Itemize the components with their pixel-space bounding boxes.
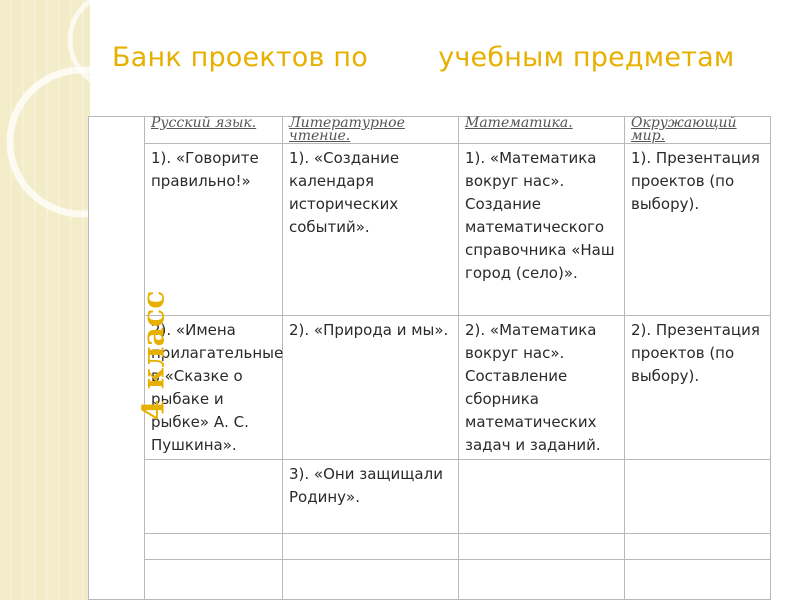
table-cell [459, 460, 625, 534]
panel-stripes [0, 0, 90, 600]
table-cell [145, 460, 283, 534]
table-cell [145, 534, 283, 560]
table-cell: 2). «Природа и мы». [283, 316, 459, 460]
table-cell [625, 460, 771, 534]
table-cell: 3). «Они защищали Родину». [283, 460, 459, 534]
header-world: Окружающий мир. [625, 117, 771, 144]
table-cell: 1). Презентация проектов (по выбору). [625, 144, 771, 316]
table-cell: 1). «Создание календаря исторических событий». [283, 144, 459, 316]
header-literature: Литературное чтение. [283, 117, 459, 144]
table-row [89, 460, 771, 534]
header-math: Математика. [459, 117, 625, 144]
table-cell [459, 534, 625, 560]
table-cell [625, 560, 771, 600]
table-cell [625, 534, 771, 560]
table-header-row [89, 117, 771, 144]
table-row [89, 144, 771, 316]
decorative-side-panel [0, 0, 90, 600]
table-cell [283, 560, 459, 600]
table-cell: 2). Презентация проектов (по выбору). [625, 316, 771, 460]
header-russian: Русский язык. [145, 117, 283, 144]
table-cell: 1). «Говорите правильно!» [145, 144, 283, 316]
table-cell: 2). «Математика вокруг нас». Составление сборника математических задач и заданий. [459, 316, 625, 460]
grade-cell [89, 117, 172, 600]
table-row [89, 316, 771, 460]
table-cell: 2). «Имена прилагательные в «Сказке о рыбаке и рыбке» А. С. Пушкина». [145, 316, 283, 460]
table-row [89, 534, 771, 560]
table-cell [145, 560, 283, 600]
table-cell [283, 534, 459, 560]
table-cell [459, 560, 625, 600]
slide-title: Банк проектов по учебным предметам [112, 42, 735, 73]
grade-label: 4 класс [136, 290, 172, 421]
table-row [89, 560, 771, 600]
projects-table [88, 116, 771, 600]
table-cell: 1). «Математика вокруг нас». Создание математического справочника «Наш город (село)». [459, 144, 625, 316]
